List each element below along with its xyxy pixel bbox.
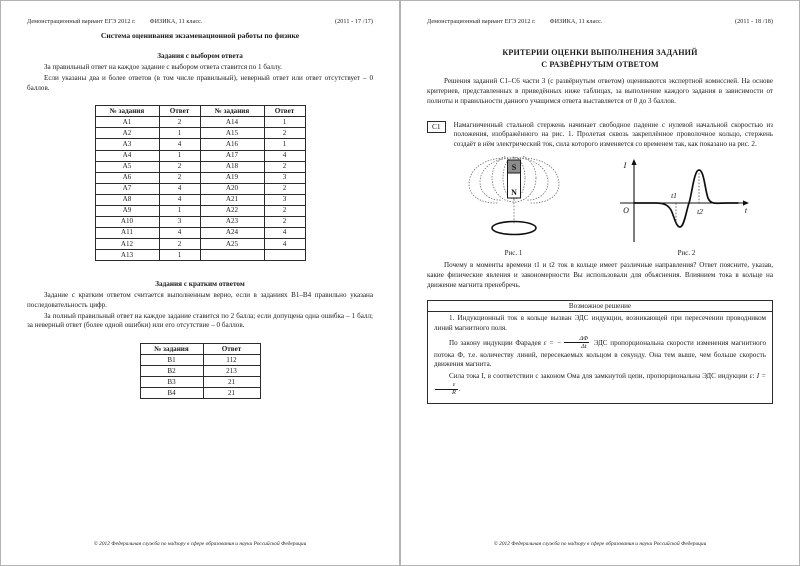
- axis-origin-label: O: [622, 205, 629, 215]
- section-heading-choice: Задания с выбором ответа: [157, 52, 243, 60]
- table-row: [140, 355, 260, 366]
- cell-answer: 2: [159, 161, 200, 172]
- magnet-pole-bottom: N: [510, 187, 517, 197]
- cell-answer: 4: [159, 227, 200, 238]
- cell-answer: 4: [159, 194, 200, 205]
- faraday-denominator: Δt: [564, 342, 589, 350]
- faraday-numerator: ΔΦ: [579, 334, 589, 342]
- table-row: [95, 238, 305, 249]
- figure-2: [612, 156, 762, 257]
- ohm-fraction: [435, 382, 458, 396]
- runhead-exam: Демонстрационный вариант ЕГЭ 2012 г.: [27, 19, 136, 25]
- runhead-subject: ФИЗИКА, 11 класс.: [549, 19, 603, 25]
- table-row: [95, 172, 305, 183]
- table-row: [95, 249, 305, 260]
- cell-answer: 4: [159, 139, 200, 150]
- cell-answer-empty: [264, 249, 305, 260]
- cell-task: А4: [95, 150, 159, 161]
- current-time-graph: [612, 156, 762, 248]
- solution-heading: Возможное решение: [428, 301, 772, 312]
- cell-task-empty: [200, 249, 264, 260]
- cell-answer: 4: [264, 227, 305, 238]
- criteria-intro: Решения заданий С1–С6 части 3 (с развёрнутым ответом) оцениваются экспертной комиссией. На основе критериев, представленных в приведённых ниже таблицах, за выполнение каждого задания в зависимости от полноты и правильности данного учащимся ответа выставляется от 0 до 3 баллов.: [427, 77, 773, 105]
- table-row: [95, 128, 305, 139]
- table-header-row: [95, 106, 305, 117]
- cell-task: А6: [95, 172, 159, 183]
- cell-answer: 213: [203, 366, 260, 377]
- cell-task: А25: [200, 238, 264, 249]
- solution-paragraph-2: [434, 336, 766, 370]
- solution-p3-text-a: Сила тока I, в соответствии с законом Ома для замкнутой цепи, пропорциональна ЭДС индукции ε:: [449, 372, 755, 381]
- cell-task: В3: [140, 377, 203, 388]
- page-footer-right: © 2012 Федеральная служба по надзору в сфере образования и науки Российской Федерации: [493, 541, 707, 547]
- ohm-numerator: ε: [452, 380, 456, 388]
- cell-task: А17: [200, 150, 264, 161]
- cell-answer: 2: [159, 172, 200, 183]
- task-statement-c1: Намагниченный стальной стержень начинает свободное падение с нулевой начальной скоростью из положения, изображённого на рис. 1. Пролетая сквозь закреплённое проволочное кольцо, стержень создаёт в нём электрический ток, сила которого изменяется со временем так, как показано на рис. 2.: [453, 120, 773, 149]
- col-header-answer-2: Ответ: [264, 106, 305, 117]
- cell-task: А11: [95, 227, 159, 238]
- cell-task: А23: [200, 216, 264, 227]
- page-title: Система оценивания экзаменационной работы по физике: [100, 31, 300, 40]
- cell-task: А10: [95, 216, 159, 227]
- running-head-right: [427, 19, 773, 25]
- cell-task: А20: [200, 183, 264, 194]
- answers-table-part-b: [140, 343, 261, 399]
- criteria-title: [427, 47, 773, 71]
- cell-answer: 2: [159, 117, 200, 128]
- cell-answer: 2: [264, 216, 305, 227]
- page-right: [400, 0, 800, 566]
- cell-task: А13: [95, 249, 159, 260]
- cell-answer: 4: [159, 183, 200, 194]
- runhead-page-ref: (2011 - 17 /17): [335, 19, 373, 25]
- solution-box: [427, 300, 773, 403]
- short-paragraph-1: Задание с кратким ответом считается выполненным верно, если в заданиях В1–В4 правильно указана последовательность цифр.: [27, 291, 373, 309]
- solution-p2-text-b: ЭДС пропорциональна скорости изменения магнитного потока Ф, т.е. количеству линий, пересекаемых кольцом в секунду. Она тем выше, чем больше скорость движения магнита.: [434, 338, 766, 369]
- runhead-exam: Демонстрационный вариант ЕГЭ 2012 г.: [427, 19, 536, 25]
- cell-answer: 2: [264, 205, 305, 216]
- cell-task: А2: [95, 128, 159, 139]
- faraday-fraction: [563, 336, 591, 350]
- cell-task: А22: [200, 205, 264, 216]
- cell-answer: 2: [264, 183, 305, 194]
- x-axis-arrow: [743, 200, 749, 205]
- choice-paragraph-1: За правильный ответ на каждое задание с выбором ответа ставится по 1 баллу.: [44, 63, 282, 71]
- answers-table-part-b-body: [140, 355, 260, 399]
- solution-paragraph-1: 1. Индукционный ток в кольце вызван ЭДС индукции, возникающей при пересечении проводником линий магнитного поля.: [434, 314, 766, 333]
- cell-answer: 1: [159, 128, 200, 139]
- magnet-pole-top: S: [511, 162, 516, 172]
- cell-task: В1: [140, 355, 203, 366]
- cell-task: А24: [200, 227, 264, 238]
- criteria-title-line-1: КРИТЕРИИ ОЦЕНКИ ВЫПОЛНЕНИЯ ЗАДАНИЙ: [502, 48, 698, 57]
- answers-table-part-a-body: [95, 117, 305, 261]
- cell-task: А9: [95, 205, 159, 216]
- table-row: [140, 388, 260, 399]
- tick-label-t2: t2: [696, 206, 703, 216]
- cell-answer: 4: [264, 238, 305, 249]
- page-footer-left: © 2012 Федеральная служба по надзору в сфере образования и науки Российской Федерации: [93, 541, 307, 547]
- cell-answer: 1: [159, 205, 200, 216]
- cell-task: А7: [95, 183, 159, 194]
- ohm-denominator: R: [435, 389, 458, 397]
- cell-answer: 2: [264, 161, 305, 172]
- figure-2-caption: Рис. 2: [677, 248, 696, 257]
- cell-task: А15: [200, 128, 264, 139]
- cell-answer: 21: [203, 388, 260, 399]
- cell-task: А19: [200, 172, 264, 183]
- cell-answer: 4: [264, 150, 305, 161]
- cell-answer: 3: [264, 172, 305, 183]
- solution-p2-text-a: По закону индукции Фарадея: [449, 338, 541, 347]
- figures-row: [427, 156, 773, 257]
- cell-answer: 21: [203, 377, 260, 388]
- figure-1: [439, 156, 589, 257]
- table-row: [95, 117, 305, 128]
- task-question-c1: Почему в моменты времени t1 и t2 ток в кольце имеет различные направления? Ответ поясните, указав, какие физические явления и закономерности Вы использовали для объяснения. Влиянием тока в кольце на движение магнита пренебречь.: [427, 260, 773, 289]
- task-badge-c1: С1: [427, 121, 446, 134]
- table-header-row: [140, 344, 260, 355]
- faraday-equation-lhs: ε = −: [543, 338, 562, 347]
- table-row: [95, 216, 305, 227]
- magnet-ring-diagram: [439, 156, 589, 248]
- tick-label-t1: t1: [670, 190, 677, 200]
- cell-answer: 2: [264, 128, 305, 139]
- cell-answer: 1: [264, 139, 305, 150]
- table-row: [140, 377, 260, 388]
- col-header-task: № задания: [140, 344, 203, 355]
- runhead-page-ref: (2011 - 18 /18): [735, 19, 773, 25]
- cell-task: А16: [200, 139, 264, 150]
- runhead-subject: ФИЗИКА, 11 класс.: [149, 19, 203, 25]
- cell-task: А14: [200, 117, 264, 128]
- col-header-task-1: № задания: [95, 106, 159, 117]
- section-heading-short: Задания с кратким ответом: [155, 280, 245, 288]
- cell-answer: 1: [159, 150, 200, 161]
- table-row: [95, 161, 305, 172]
- table-row: [95, 194, 305, 205]
- criteria-title-line-2: С РАЗВЁРНУТЫМ ОТВЕТОМ: [541, 60, 659, 70]
- cell-task: А21: [200, 194, 264, 205]
- col-header-task-2: № задания: [200, 106, 264, 117]
- axis-label-current: I: [623, 160, 626, 170]
- cell-task: А1: [95, 117, 159, 128]
- cell-answer: 3: [264, 194, 305, 205]
- current-curve: [634, 170, 738, 227]
- col-header-answer: Ответ: [203, 344, 260, 355]
- figure-1-caption: Рис. 1: [504, 248, 523, 257]
- answers-table-part-a: [95, 105, 306, 261]
- solution-paragraph-3: [434, 372, 766, 396]
- cell-task: В4: [140, 388, 203, 399]
- cell-task: А3: [95, 139, 159, 150]
- cell-task: А8: [95, 194, 159, 205]
- cell-answer: 3: [159, 216, 200, 227]
- col-header-answer-1: Ответ: [159, 106, 200, 117]
- cell-answer: 2: [159, 238, 200, 249]
- solution-body: [428, 312, 772, 402]
- cell-task: В2: [140, 366, 203, 377]
- ohm-equation-period: .: [458, 385, 461, 394]
- choice-paragraph-2: Если указаны два и более ответов (в том числе правильный), неверный ответ или ответ отсутствует – 0 баллов.: [27, 73, 373, 92]
- y-axis-arrow: [631, 159, 636, 165]
- axis-label-time: t: [744, 205, 747, 215]
- table-row: [95, 150, 305, 161]
- cell-task: А5: [95, 161, 159, 172]
- table-row: [95, 205, 305, 216]
- cell-answer: 1: [264, 117, 305, 128]
- ohm-equation-lhs: I =: [756, 372, 766, 381]
- cell-answer: 112: [203, 355, 260, 366]
- bar-magnet: [507, 160, 520, 198]
- table-row: [95, 227, 305, 238]
- table-row: [140, 366, 260, 377]
- wire-ring: [492, 221, 536, 234]
- cell-task: А12: [95, 238, 159, 249]
- cell-answer: 1: [159, 249, 200, 260]
- table-row: [95, 139, 305, 150]
- cell-task: А18: [200, 161, 264, 172]
- task-c1: [427, 121, 773, 150]
- short-paragraph-2: За полный правильный ответ на каждое задание ставится по 2 балла; если допущена одна ошибка – 1 балл; за неверный ответ (более одной ошибки) или его отсутствие – 0 баллов.: [27, 311, 373, 330]
- table-row: [95, 183, 305, 194]
- running-head-left: [27, 19, 373, 25]
